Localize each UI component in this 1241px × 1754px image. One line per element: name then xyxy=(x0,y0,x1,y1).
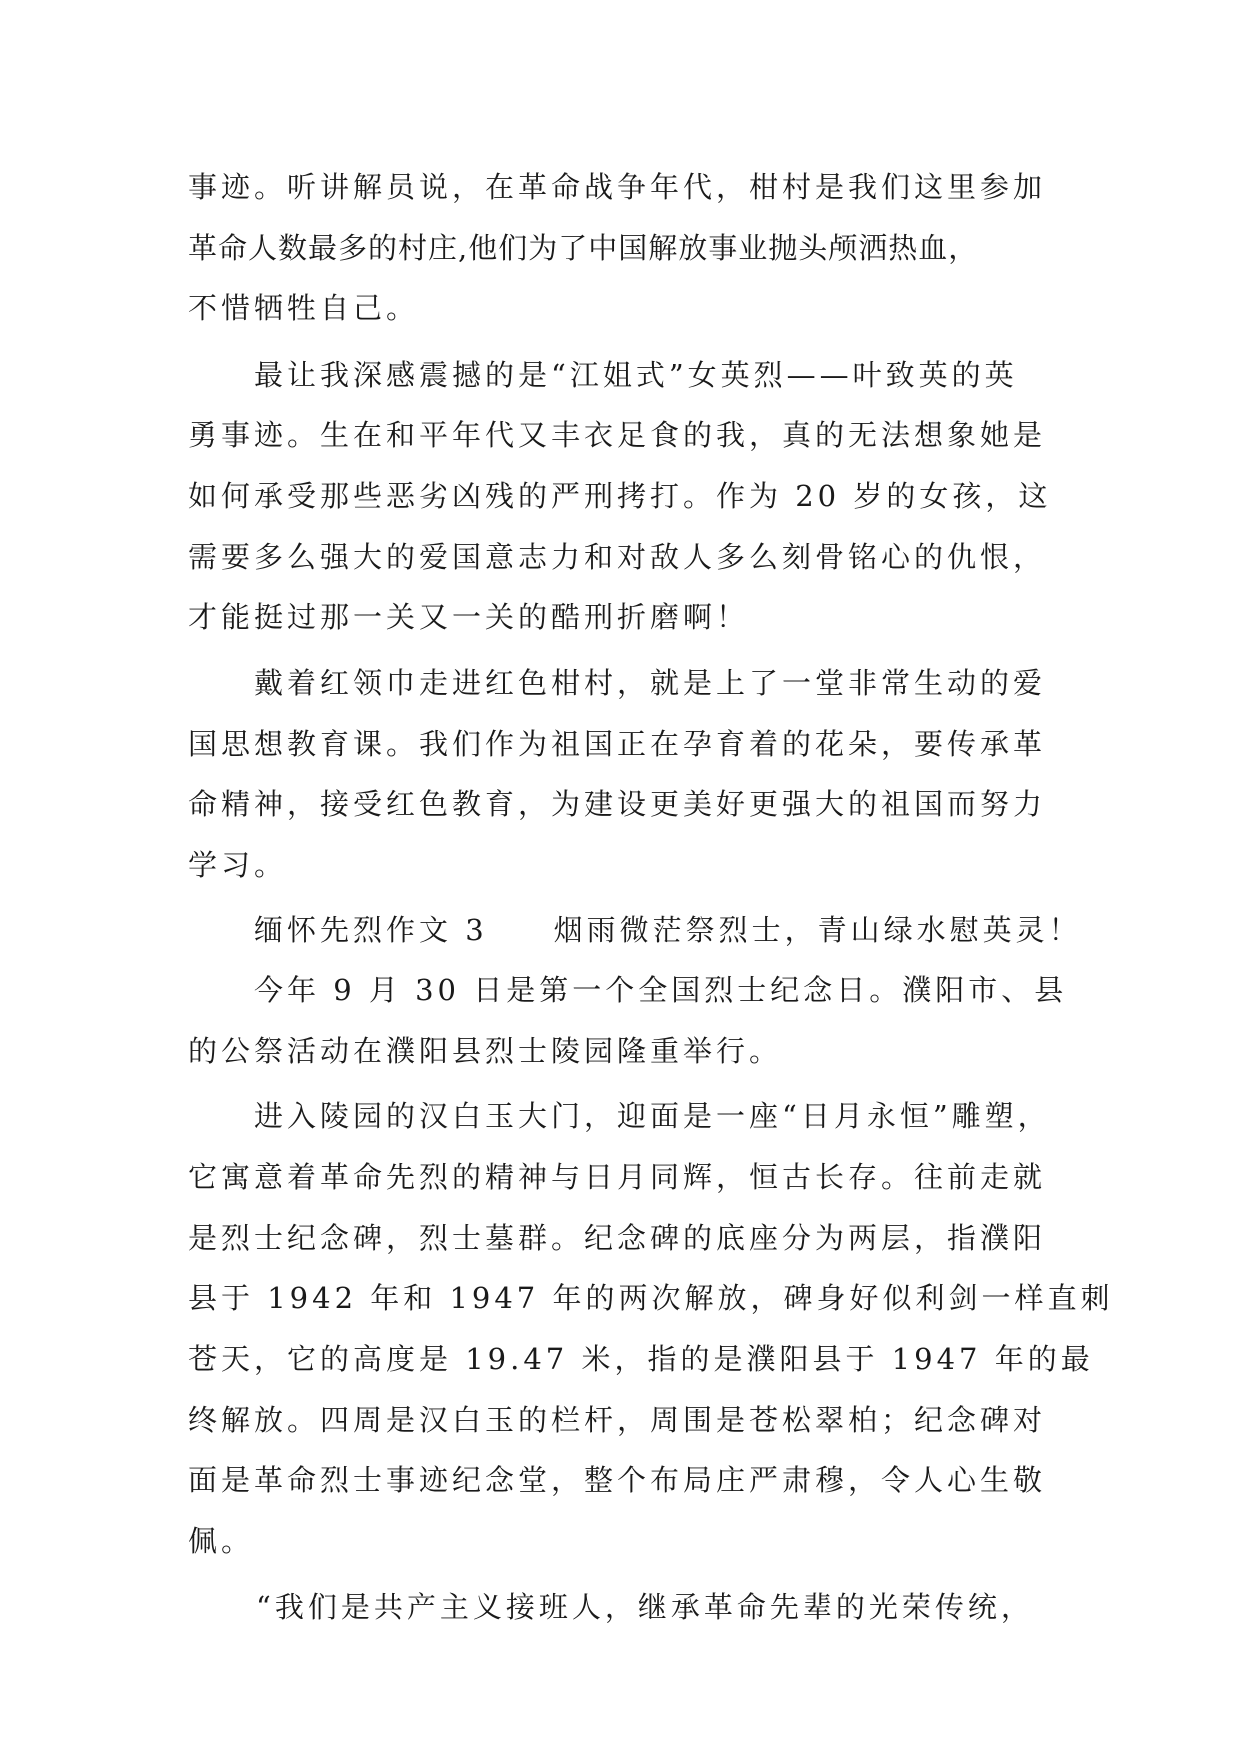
text-line: 才能挺过那一关又一关的酷刑折磨啊！ xyxy=(188,600,750,634)
paragraph-first-line: 今年 9 月 30 日是第一个全国烈士纪念日。濮阳市、县 xyxy=(254,973,1068,1007)
essay-heading: 缅怀先烈作文 3 烟雨微茫祭烈士，青山绿水慰英灵！ xyxy=(254,913,1082,947)
text-line: 佩。 xyxy=(188,1524,255,1558)
text-line: 命精神，接受红色教育，为建设更美好更强大的祖国而努力 xyxy=(188,787,1047,821)
text-line: 需要多么强大的爱国意志力和对敌人多么刻骨铭心的仇恨， xyxy=(188,540,1047,574)
text-line: 学习。 xyxy=(188,848,288,882)
paragraph-first-line: 戴着红领巾走进红色柑村，就是上了一堂非常生动的爱 xyxy=(254,666,1047,700)
text-line: 是烈士纪念碑，烈士墓群。纪念碑的底座分为两层，指濮阳 xyxy=(188,1221,1047,1255)
text-line: 县于 1942 年和 1947 年的两次解放，碑身好似利剑一样直刺 xyxy=(188,1281,1114,1315)
text-line: 国思想教育课。我们作为祖国正在孕育着的花朵，要传承革 xyxy=(188,727,1047,761)
paragraph-first-line: 进入陵园的汉白玉大门，迎面是一座“日月永恒”雕塑， xyxy=(254,1099,1051,1133)
text-line: 不惜牺牲自己。 xyxy=(188,291,420,325)
text-line: 终解放。四周是汉白玉的栏杆，周围是苍松翠柏；纪念碑对 xyxy=(188,1403,1047,1437)
text-line: 事迹。听讲解员说，在革命战争年代，柑村是我们这里参加 xyxy=(188,170,1047,204)
text-line: 勇事迹。生在和平年代又丰衣足食的我，真的无法想象她是 xyxy=(188,418,1047,452)
text-line: 苍天，它的高度是 19.47 米，指的是濮阳县于 1947 年的最 xyxy=(188,1342,1094,1376)
text-line: 如何承受那些恶劣凶残的严刑拷打。作为 20 岁的女孩，这 xyxy=(188,479,1052,513)
text-line: 革命人数最多的村庄,他们为了中国解放事业抛头颅洒热血， xyxy=(188,231,979,265)
paragraph-first-line: “我们是共产主义接班人，继承革命先辈的光荣传统， xyxy=(256,1590,1034,1624)
text-line: 面是革命烈士事迹纪念堂，整个布局庄严肃穆，令人心生敬 xyxy=(188,1463,1047,1497)
paragraph-first-line: 最让我深感震撼的是“江姐式”女英烈——叶致英的英 xyxy=(254,358,1018,392)
text-line: 的公祭活动在濮阳县烈士陵园隆重举行。 xyxy=(188,1034,783,1068)
text-line: 它寓意着革命先烈的精神与日月同辉，恒古长存。往前走就 xyxy=(188,1160,1047,1194)
